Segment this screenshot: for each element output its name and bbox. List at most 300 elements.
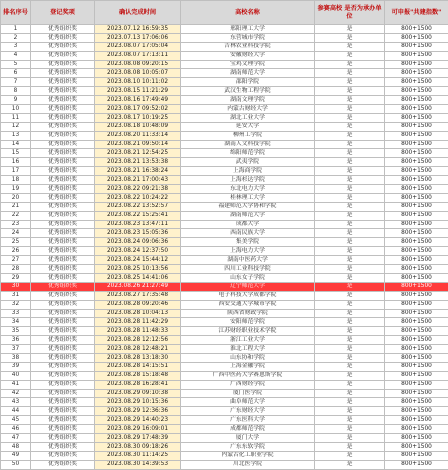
cell-award: 优秀组织奖 <box>31 60 95 69</box>
table-row <box>1 229 448 238</box>
table-row <box>1 220 448 229</box>
cell-role: 是 <box>315 220 385 229</box>
cell-quota: 800+1500 <box>385 78 448 87</box>
cell-index: 20 <box>1 193 31 202</box>
cell-time: 2023.07.12 16:59:35 <box>95 25 181 34</box>
cell-award: 优秀组织奖 <box>31 282 95 291</box>
cell-time: 2023.08.24 12:37:50 <box>95 247 181 256</box>
cell-quota: 800+1500 <box>385 380 448 389</box>
cell-quota: 800+1500 <box>385 425 448 434</box>
cell-index: 46 <box>1 425 31 434</box>
table-row <box>1 51 448 60</box>
cell-index: 3 <box>1 42 31 51</box>
cell-award: 优秀组织奖 <box>31 69 95 78</box>
cell-quota: 800+1500 <box>385 345 448 354</box>
table-row <box>1 291 448 300</box>
cell-school: 广西财经学院 <box>181 380 315 389</box>
cell-time: 2023.08.23 13:47:11 <box>95 220 181 229</box>
cell-school: 延安大学 <box>181 122 315 131</box>
cell-role: 是 <box>315 193 385 202</box>
cell-quota: 800+1500 <box>385 407 448 416</box>
cell-role: 是 <box>315 309 385 318</box>
cell-index: 42 <box>1 389 31 398</box>
cell-index: 32 <box>1 300 31 309</box>
header-school: 高校名称 <box>181 1 315 25</box>
cell-school: 江苏财经职业技术学院 <box>181 327 315 336</box>
cell-quota: 800+1500 <box>385 282 448 291</box>
cell-role: 是 <box>315 25 385 34</box>
cell-award: 优秀组织奖 <box>31 51 95 60</box>
cell-quota: 800+1500 <box>385 105 448 114</box>
cell-index: 15 <box>1 149 31 158</box>
cell-role: 是 <box>315 460 385 469</box>
cell-role: 是 <box>315 87 385 96</box>
cell-role: 是 <box>315 211 385 220</box>
cell-time: 2023.08.22 09:21:38 <box>95 185 181 194</box>
cell-school: 湖南中医药大学 <box>181 256 315 265</box>
cell-school: 厦门大学 <box>181 433 315 442</box>
table-row <box>1 33 448 42</box>
cell-quota: 800+1500 <box>385 69 448 78</box>
cell-quota: 800+1500 <box>385 149 448 158</box>
table-row <box>1 211 448 220</box>
table-row <box>1 460 448 469</box>
cell-role: 是 <box>315 202 385 211</box>
cell-time: 2023.08.28 11:48:33 <box>95 327 181 336</box>
cell-award: 优秀组织奖 <box>31 105 95 114</box>
cell-time: 2023.08.15 11:21:29 <box>95 87 181 96</box>
cell-time: 2023.08.16 17:49:49 <box>95 96 181 105</box>
table-row <box>1 113 448 122</box>
cell-award: 优秀组织奖 <box>31 309 95 318</box>
cell-time: 2023.08.21 13:53:38 <box>95 158 181 167</box>
cell-school: 武夷学院 <box>181 158 315 167</box>
cell-time: 2023.08.28 12:12:56 <box>95 336 181 345</box>
table-row <box>1 185 448 194</box>
cell-award: 优秀组织奖 <box>31 122 95 131</box>
table-row <box>1 140 448 149</box>
cell-role: 是 <box>315 131 385 140</box>
cell-index: 24 <box>1 229 31 238</box>
cell-role: 是 <box>315 158 385 167</box>
cell-index: 38 <box>1 353 31 362</box>
cell-school: 上海金融学院 <box>181 362 315 371</box>
cell-school: 内蒙古财经大学 <box>181 105 315 114</box>
table-row <box>1 336 448 345</box>
cell-time: 2023.08.08 10:05:07 <box>95 69 181 78</box>
header-award: 登记奖项 <box>31 1 95 25</box>
cell-time: 2023.08.22 10:24:22 <box>95 193 181 202</box>
table-row <box>1 371 448 380</box>
cell-index: 2 <box>1 33 31 42</box>
cell-school: 山东女子学院 <box>181 273 315 282</box>
cell-quota: 800+1500 <box>385 460 448 469</box>
cell-role: 是 <box>315 69 385 78</box>
cell-school: 上海电力大学 <box>181 247 315 256</box>
cell-quota: 800+1500 <box>385 442 448 451</box>
cell-index: 19 <box>1 185 31 194</box>
cell-school: 辽宁师范大学 <box>181 282 315 291</box>
cell-award: 优秀组织奖 <box>31 318 95 327</box>
cell-time: 2023.08.23 15:05:36 <box>95 229 181 238</box>
cell-quota: 800+1500 <box>385 167 448 176</box>
cell-school: 山东协和学院 <box>181 353 315 362</box>
cell-index: 33 <box>1 309 31 318</box>
cell-school: 内蒙古化工职业学院 <box>181 451 315 460</box>
cell-award: 优秀组织奖 <box>31 371 95 380</box>
table-row <box>1 69 448 78</box>
cell-role: 是 <box>315 265 385 274</box>
cell-award: 优秀组织奖 <box>31 140 95 149</box>
cell-index: 8 <box>1 87 31 96</box>
cell-role: 是 <box>315 51 385 60</box>
cell-role: 是 <box>315 78 385 87</box>
cell-quota: 800+1500 <box>385 140 448 149</box>
cell-quota: 800+1500 <box>385 309 448 318</box>
cell-award: 优秀组织奖 <box>31 238 95 247</box>
cell-school: 湖北工业大学 <box>181 113 315 122</box>
cell-time: 2023.08.29 12:36:36 <box>95 407 181 416</box>
cell-school: 安阳师范学院 <box>181 318 315 327</box>
cell-school: 浙江工业大学 <box>181 336 315 345</box>
cell-index: 7 <box>1 78 31 87</box>
cell-quota: 800+1500 <box>385 176 448 185</box>
cell-quota: 800+1500 <box>385 256 448 265</box>
cell-role: 是 <box>315 353 385 362</box>
cell-role: 是 <box>315 407 385 416</box>
cell-index: 23 <box>1 220 31 229</box>
cell-time: 2023.08.28 13:18:30 <box>95 353 181 362</box>
cell-school: 广东医科大学 <box>181 416 315 425</box>
cell-time: 2023.08.25 14:41:06 <box>95 273 181 282</box>
cell-school: 上海杉达学院 <box>181 176 315 185</box>
cell-role: 是 <box>315 380 385 389</box>
cell-role: 是 <box>315 425 385 434</box>
table-row <box>1 265 448 274</box>
cell-quota: 800+1500 <box>385 122 448 131</box>
cell-time: 2023.08.25 10:13:56 <box>95 265 181 274</box>
cell-award: 优秀组织奖 <box>31 416 95 425</box>
cell-award: 优秀组织奖 <box>31 300 95 309</box>
table-row <box>1 105 448 114</box>
cell-time: 2023.08.21 17:00:43 <box>95 176 181 185</box>
cell-time: 2023.08.28 14:15:51 <box>95 362 181 371</box>
cell-quota: 800+1500 <box>385 300 448 309</box>
cell-role: 是 <box>315 176 385 185</box>
cell-award: 优秀组织奖 <box>31 380 95 389</box>
header-time: 确认完成时间 <box>95 1 181 25</box>
table-row <box>1 149 448 158</box>
cell-role: 是 <box>315 256 385 265</box>
cell-time: 2023.08.24 09:06:36 <box>95 238 181 247</box>
cell-role: 是 <box>315 185 385 194</box>
table-row <box>1 158 448 167</box>
cell-award: 优秀组织奖 <box>31 113 95 122</box>
table-row <box>1 442 448 451</box>
cell-award: 优秀组织奖 <box>31 87 95 96</box>
cell-index: 25 <box>1 238 31 247</box>
cell-award: 优秀组织奖 <box>31 398 95 407</box>
table-row <box>1 282 448 291</box>
table-row <box>1 176 448 185</box>
cell-quota: 800+1500 <box>385 451 448 460</box>
table-body <box>1 25 448 470</box>
cell-quota: 800+1500 <box>385 398 448 407</box>
cell-role: 是 <box>315 318 385 327</box>
cell-role: 是 <box>315 229 385 238</box>
header-index: 排名序号 <box>1 1 31 25</box>
cell-time: 2023.08.28 11:42:29 <box>95 318 181 327</box>
cell-index: 35 <box>1 327 31 336</box>
cell-index: 45 <box>1 416 31 425</box>
cell-time: 2023.08.29 14:40:23 <box>95 416 181 425</box>
cell-time: 2023.08.28 16:28:41 <box>95 380 181 389</box>
cell-school: 陕西省财政学院 <box>181 309 315 318</box>
cell-time: 2023.08.21 16:38:24 <box>95 167 181 176</box>
cell-school: 成都大学 <box>181 220 315 229</box>
cell-index: 37 <box>1 345 31 354</box>
table-row <box>1 193 448 202</box>
cell-award: 优秀组织奖 <box>31 149 95 158</box>
cell-role: 是 <box>315 389 385 398</box>
cell-index: 10 <box>1 105 31 114</box>
cell-index: 28 <box>1 265 31 274</box>
cell-time: 2023.08.07 17:13:11 <box>95 51 181 60</box>
cell-quota: 800+1500 <box>385 318 448 327</box>
cell-index: 5 <box>1 60 31 69</box>
cell-award: 优秀组织奖 <box>31 442 95 451</box>
cell-role: 是 <box>315 345 385 354</box>
cell-index: 1 <box>1 25 31 34</box>
table-row <box>1 202 448 211</box>
cell-time: 2023.08.27 17:35:48 <box>95 291 181 300</box>
cell-role: 是 <box>315 416 385 425</box>
cell-role: 是 <box>315 300 385 309</box>
cell-role: 是 <box>315 247 385 256</box>
cell-quota: 800+1500 <box>385 193 448 202</box>
cell-quota: 800+1500 <box>385 273 448 282</box>
header-quota: 可申报"共建指数" <box>385 1 448 25</box>
table-row <box>1 345 448 354</box>
table-row <box>1 60 448 69</box>
cell-role: 是 <box>315 113 385 122</box>
cell-role: 是 <box>315 96 385 105</box>
cell-index: 14 <box>1 140 31 149</box>
cell-index: 27 <box>1 256 31 265</box>
table-row <box>1 398 448 407</box>
cell-quota: 800+1500 <box>385 202 448 211</box>
cell-quota: 800+1500 <box>385 327 448 336</box>
table-row <box>1 309 448 318</box>
cell-index: 47 <box>1 433 31 442</box>
cell-award: 优秀组织奖 <box>31 33 95 42</box>
header-role: 参赛高校 是否为承办单位 <box>315 1 385 25</box>
cell-role: 是 <box>315 105 385 114</box>
table-row <box>1 78 448 87</box>
table-row <box>1 300 448 309</box>
cell-index: 21 <box>1 202 31 211</box>
cell-school: 绵阳师范学院 <box>181 149 315 158</box>
header-row <box>1 1 448 25</box>
cell-quota: 800+1500 <box>385 158 448 167</box>
cell-school: 川北医学院 <box>181 460 315 469</box>
cell-award: 优秀组织奖 <box>31 353 95 362</box>
cell-school: 西南民族大学 <box>181 229 315 238</box>
cell-award: 优秀组织奖 <box>31 433 95 442</box>
cell-time: 2023.08.24 15:44:12 <box>95 256 181 265</box>
cell-quota: 800+1500 <box>385 96 448 105</box>
cell-index: 30 <box>1 282 31 291</box>
cell-award: 优秀组织奖 <box>31 25 95 34</box>
cell-school: 福建师范大学协和学院 <box>181 202 315 211</box>
table-row <box>1 131 448 140</box>
cell-index: 50 <box>1 460 31 469</box>
cell-time: 2023.08.18 10:48:09 <box>95 122 181 131</box>
cell-school: 四川工业科技学院 <box>181 265 315 274</box>
cell-award: 优秀组织奖 <box>31 220 95 229</box>
cell-quota: 800+1500 <box>385 247 448 256</box>
cell-award: 优秀组织奖 <box>31 327 95 336</box>
cell-index: 26 <box>1 247 31 256</box>
cell-school: 电子科技大学成都学院 <box>181 291 315 300</box>
cell-quota: 800+1500 <box>385 60 448 69</box>
cell-school: 曲阜师范大学 <box>181 398 315 407</box>
cell-index: 11 <box>1 113 31 122</box>
cell-time: 2023.08.29 16:09:01 <box>95 425 181 434</box>
table-row <box>1 380 448 389</box>
table-row <box>1 42 448 51</box>
cell-school: 安徽财经大学 <box>181 51 315 60</box>
cell-index: 49 <box>1 451 31 460</box>
cell-index: 39 <box>1 362 31 371</box>
table-row <box>1 25 448 34</box>
cell-quota: 800+1500 <box>385 291 448 300</box>
cell-time: 2023.08.30 09:18:26 <box>95 442 181 451</box>
cell-school: 湖南文理学院 <box>181 96 315 105</box>
cell-school: 吉林农业科技学院 <box>181 42 315 51</box>
cell-school: 湖南师范大学 <box>181 69 315 78</box>
cell-index: 41 <box>1 380 31 389</box>
table-row <box>1 389 448 398</box>
cell-award: 优秀组织奖 <box>31 265 95 274</box>
cell-role: 是 <box>315 282 385 291</box>
table-row <box>1 96 448 105</box>
cell-role: 是 <box>315 33 385 42</box>
cell-time: 2023.08.26 21:27:49 <box>95 282 181 291</box>
cell-role: 是 <box>315 336 385 345</box>
table-row <box>1 425 448 434</box>
cell-index: 18 <box>1 176 31 185</box>
cell-award: 优秀组织奖 <box>31 336 95 345</box>
cell-school: 武汉生物工程学院 <box>181 87 315 96</box>
cell-school: 集美学院 <box>181 238 315 247</box>
table-row <box>1 433 448 442</box>
cell-quota: 800+1500 <box>385 42 448 51</box>
cell-time: 2023.08.21 12:54:25 <box>95 149 181 158</box>
cell-time: 2023.08.21 09:50:14 <box>95 140 181 149</box>
cell-time: 2023.08.28 15:18:48 <box>95 371 181 380</box>
cell-time: 2023.08.07 17:05:04 <box>95 42 181 51</box>
cell-school: 广西中医药大学赛恩斯学院 <box>181 371 315 380</box>
cell-award: 优秀组织奖 <box>31 460 95 469</box>
cell-award: 优秀组织奖 <box>31 185 95 194</box>
cell-time: 2023.08.30 11:14:25 <box>95 451 181 460</box>
cell-quota: 800+1500 <box>385 433 448 442</box>
table-row <box>1 122 448 131</box>
cell-school: 西安交通大学城市学院 <box>181 300 315 309</box>
cell-index: 31 <box>1 291 31 300</box>
table-row <box>1 416 448 425</box>
table-row <box>1 273 448 282</box>
cell-role: 是 <box>315 140 385 149</box>
cell-role: 是 <box>315 327 385 336</box>
cell-school: 桂林理工大学 <box>181 193 315 202</box>
cell-time: 2023.08.30 14:39:53 <box>95 460 181 469</box>
cell-school: 厦门医学院 <box>181 389 315 398</box>
cell-role: 是 <box>315 149 385 158</box>
cell-award: 优秀组织奖 <box>31 42 95 51</box>
cell-quota: 800+1500 <box>385 131 448 140</box>
cell-school: 成都师范学院 <box>181 425 315 434</box>
cell-index: 22 <box>1 211 31 220</box>
cell-index: 34 <box>1 318 31 327</box>
cell-school: 邵阳学院 <box>181 78 315 87</box>
cell-role: 是 <box>315 122 385 131</box>
cell-school: 宝鸡文理学院 <box>181 60 315 69</box>
cell-award: 优秀组织奖 <box>31 78 95 87</box>
cell-index: 36 <box>1 336 31 345</box>
cell-quota: 800+1500 <box>385 25 448 34</box>
cell-award: 优秀组织奖 <box>31 256 95 265</box>
cell-school: 邢阳理工大学 <box>181 25 315 34</box>
cell-role: 是 <box>315 442 385 451</box>
cell-award: 优秀组织奖 <box>31 291 95 300</box>
cell-school: 湖南人文科技学院 <box>181 140 315 149</box>
cell-quota: 800+1500 <box>385 353 448 362</box>
cell-index: 13 <box>1 131 31 140</box>
cell-school: 东北电力大学 <box>181 185 315 194</box>
cell-award: 优秀组织奖 <box>31 425 95 434</box>
cell-quota: 800+1500 <box>385 362 448 371</box>
cell-quota: 800+1500 <box>385 238 448 247</box>
cell-quota: 800+1500 <box>385 265 448 274</box>
cell-award: 优秀组织奖 <box>31 167 95 176</box>
cell-quota: 800+1500 <box>385 371 448 380</box>
cell-role: 是 <box>315 371 385 380</box>
cell-role: 是 <box>315 398 385 407</box>
cell-role: 是 <box>315 433 385 442</box>
cell-quota: 800+1500 <box>385 211 448 220</box>
cell-school: 东营城市学院 <box>181 33 315 42</box>
table-row <box>1 318 448 327</box>
cell-award: 优秀组织奖 <box>31 273 95 282</box>
cell-award: 优秀组织奖 <box>31 131 95 140</box>
cell-index: 43 <box>1 398 31 407</box>
cell-award: 优秀组织奖 <box>31 229 95 238</box>
cell-quota: 800+1500 <box>385 113 448 122</box>
cell-index: 4 <box>1 51 31 60</box>
cell-school: 上海商学院 <box>181 167 315 176</box>
cell-time: 2023.07.13 17:06:06 <box>95 33 181 42</box>
cell-time: 2023.08.29 10:15:36 <box>95 398 181 407</box>
cell-time: 2023.08.22 15:25:41 <box>95 211 181 220</box>
cell-quota: 800+1500 <box>385 389 448 398</box>
cell-time: 2023.08.28 09:20:46 <box>95 300 181 309</box>
cell-time: 2023.08.17 09:52:02 <box>95 105 181 114</box>
cell-role: 是 <box>315 451 385 460</box>
cell-role: 是 <box>315 238 385 247</box>
cell-time: 2023.08.08 09:20:15 <box>95 60 181 69</box>
